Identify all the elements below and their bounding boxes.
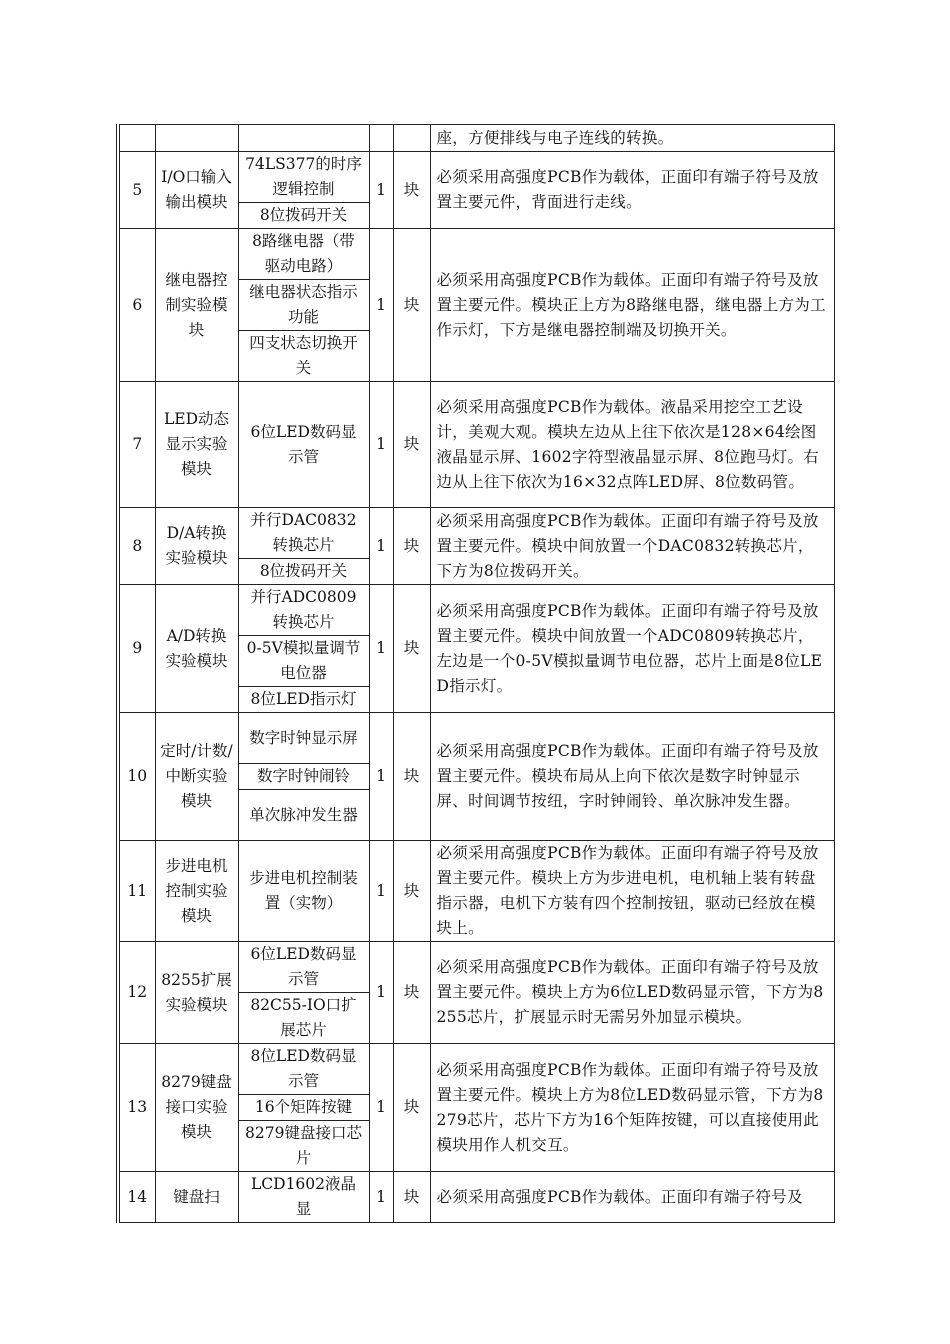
table-row: [118, 1044, 834, 1095]
table-row: [118, 382, 834, 508]
table-row: [118, 508, 834, 559]
module-name: 定时/计数/中断实验模块: [155, 713, 238, 841]
description: 必须采用高强度PCB作为载体。正面印有端子符号及放置主要元件。模块布局从上向下依次是数字时钟显示屏、时间调节按纽，字时钟闹铃、单次脉冲发生器。: [430, 713, 834, 841]
table-row: [118, 841, 834, 942]
module-name: 键盘扫: [155, 1172, 238, 1223]
table-row: [118, 152, 834, 203]
feature-cell: 8位LED指示灯: [238, 687, 369, 713]
quantity: 1: [369, 585, 393, 713]
module-name: LED动态显示实验模块: [155, 382, 238, 508]
description: 必须采用高强度PCB作为载体，正面印有端子符号及放置主要元件，背面进行走线。: [430, 152, 834, 229]
module-name: D/A转换实验模块: [155, 508, 238, 585]
module-name: 8255扩展实验模块: [155, 942, 238, 1044]
table-row: [118, 942, 834, 993]
row-number: 13: [118, 1044, 155, 1172]
description: 必须采用高强度PCB作为载体。正面印有端子符号及放置主要元件。模块上方为8位LED数码显示管，下方为8279芯片，芯片下方为16个矩阵按键，可以直接使用此模块用作人机交互。: [430, 1044, 834, 1172]
feature-cell: 数字时钟显示屏: [238, 713, 369, 764]
row-number: 14: [118, 1172, 155, 1223]
quantity: 1: [369, 841, 393, 942]
unit: [393, 125, 430, 152]
feature-cell: 四支状态切换开关: [238, 331, 369, 382]
row-number: 12: [118, 942, 155, 1044]
description: 必须采用高强度PCB作为载体。正面印有端子符号及: [430, 1172, 834, 1223]
feature-cell: 并行ADC0809转换芯片: [238, 585, 369, 636]
module-name: A/D转换实验模块: [155, 585, 238, 713]
description: 座，方便排线与电子连线的转换。: [430, 125, 834, 152]
feature-cell: LCD1602液晶显: [238, 1172, 369, 1223]
feature-cell: 8位拨码开关: [238, 559, 369, 585]
unit: 块: [393, 1172, 430, 1223]
module-name: 继电器控制实验模块: [155, 229, 238, 382]
description: 必须采用高强度PCB作为载体。液晶采用挖空工艺设计，美观大观。模块左边从上往下依次是128×64绘图液晶显示屏、1602字符型液晶显示屏、8位跑马灯。右边从上往下依次为16×32点阵LED屏、8位数码管。: [430, 382, 834, 508]
unit: 块: [393, 713, 430, 841]
spec-table: [116, 124, 835, 1223]
description: 必须采用高强度PCB作为载体。正面印有端子符号及放置主要元件。模块上方为6位LED数码显示管，下方为8255芯片，扩展显示时无需另外加显示模块。: [430, 942, 834, 1044]
description: 必须采用高强度PCB作为载体。正面印有端子符号及放置主要元件。模块正上方为8路继电器，继电器上方为工作示灯，下方是继电器控制端及切换开关。: [430, 229, 834, 382]
feature-cell: 数字时钟闹铃: [238, 764, 369, 790]
unit: 块: [393, 1044, 430, 1172]
table-row: [118, 1172, 834, 1223]
feature-cell: 6位LED数码显示管: [238, 942, 369, 993]
unit: 块: [393, 841, 430, 942]
description: 必须采用高强度PCB作为载体。正面印有端子符号及放置主要元件。模块中间放置一个ADC0809转换芯片，左边是一个0-5V模拟量调节电位器，芯片上面是8位LED指示灯。: [430, 585, 834, 713]
feature-cell: 6位LED数码显示管: [238, 382, 369, 508]
quantity: 1: [369, 382, 393, 508]
unit: 块: [393, 152, 430, 229]
unit: 块: [393, 508, 430, 585]
spec-table-body: [118, 125, 834, 1223]
feature-cell: 并行DAC0832转换芯片: [238, 508, 369, 559]
feature-cell: 8279键盘接口芯片: [238, 1121, 369, 1172]
feature-cell: 16个矩阵按键: [238, 1095, 369, 1121]
feature-cell: 8路继电器（带驱动电路）: [238, 229, 369, 280]
spec-table-page: [116, 124, 832, 1223]
feature-cell: 8位LED数码显示管: [238, 1044, 369, 1095]
row-number: 7: [118, 382, 155, 508]
row-number: 5: [118, 152, 155, 229]
description: 必须采用高强度PCB作为载体。正面印有端子符号及放置主要元件。模块中间放置一个DAC0832转换芯片，下方为8位拨码开关。: [430, 508, 834, 585]
row-number: 9: [118, 585, 155, 713]
module-name: 8279键盘接口实验模块: [155, 1044, 238, 1172]
feature-cell: 步进电机控制装置（实物）: [238, 841, 369, 942]
quantity: 1: [369, 152, 393, 229]
quantity: 1: [369, 508, 393, 585]
row-number: 10: [118, 713, 155, 841]
unit: 块: [393, 942, 430, 1044]
feature-cell: 0-5V模拟量调节电位器: [238, 636, 369, 687]
table-row: [118, 229, 834, 280]
unit: 块: [393, 382, 430, 508]
quantity: 1: [369, 229, 393, 382]
quantity: 1: [369, 713, 393, 841]
unit: 块: [393, 585, 430, 713]
quantity: 1: [369, 1172, 393, 1223]
table-row: [118, 713, 834, 764]
row-number: [118, 125, 155, 152]
feature-cell: 继电器状态指示功能: [238, 280, 369, 331]
quantity: 1: [369, 1044, 393, 1172]
feature-cell: 单次脉冲发生器: [238, 790, 369, 841]
feature-cell: [238, 125, 369, 152]
row-number: 11: [118, 841, 155, 942]
feature-cell: 74LS377的时序逻辑控制: [238, 152, 369, 203]
description: 必须采用高强度PCB作为载体。正面印有端子符号及放置主要元件。模块上方为步进电机，电机轴上装有转盘指示器，电机下方装有四个控制按钮，驱动已经放在模块上。: [430, 841, 834, 942]
module-name: I/O口输入输出模块: [155, 152, 238, 229]
quantity: 1: [369, 942, 393, 1044]
unit: 块: [393, 229, 430, 382]
row-number: 6: [118, 229, 155, 382]
feature-cell: 82C55-IO口扩展芯片: [238, 993, 369, 1044]
module-name: [155, 125, 238, 152]
module-name: 步进电机控制实验模块: [155, 841, 238, 942]
table-row: [118, 125, 834, 152]
quantity: [369, 125, 393, 152]
feature-cell: 8位拨码开关: [238, 203, 369, 229]
row-number: 8: [118, 508, 155, 585]
table-row: [118, 585, 834, 636]
